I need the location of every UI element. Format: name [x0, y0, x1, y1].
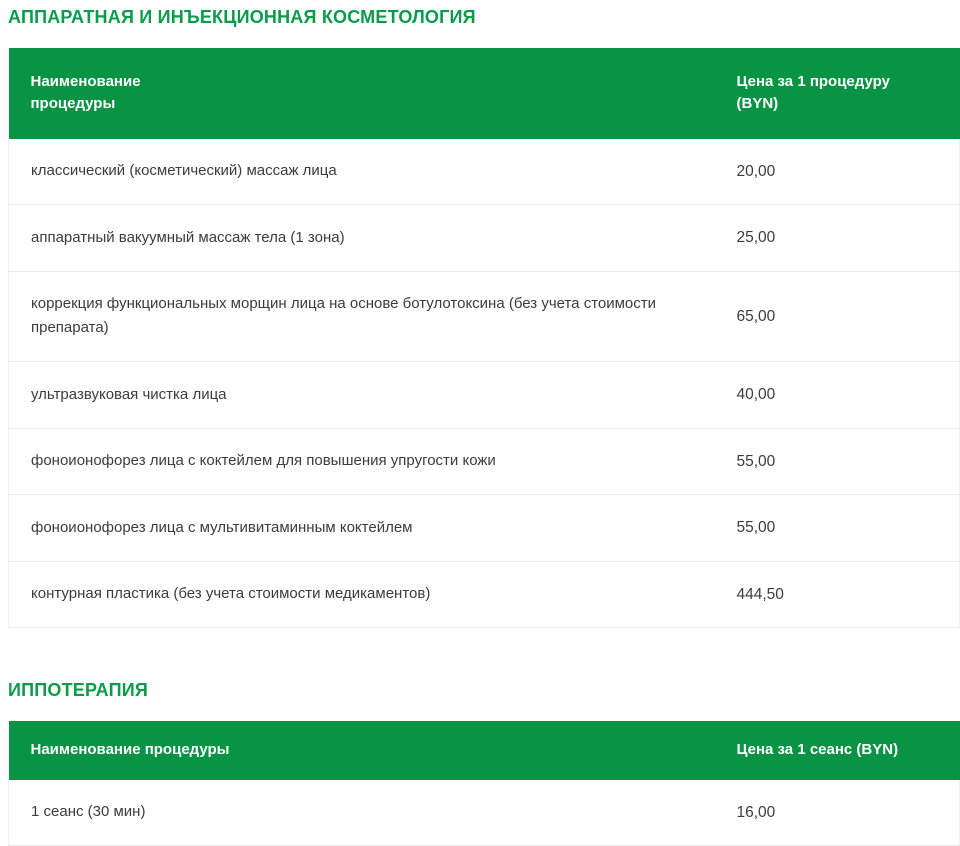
column-header-price-label: Цена за 1 процедуру (BYN)	[736, 72, 890, 113]
table-head	[9, 721, 960, 780]
column-header-price	[737, 721, 960, 780]
table-row	[9, 495, 960, 562]
procedure-price: 55,00	[737, 428, 960, 495]
table-row	[9, 561, 960, 628]
table-head	[9, 48, 960, 139]
table-row	[9, 428, 960, 495]
procedure-price: 40,00	[737, 362, 960, 429]
table-row	[9, 271, 960, 362]
procedure-price: 444,50	[737, 561, 960, 628]
procedure-name: контурная пластика (без учета стоимости медикаментов)	[9, 561, 737, 628]
procedure-price: 65,00	[737, 271, 960, 362]
procedure-name: 1 сеанс (30 мин)	[9, 780, 737, 846]
procedure-price: 55,00	[737, 495, 960, 562]
procedure-name: фоноионофорез лица с мультивитаминным коктейлем	[9, 495, 737, 562]
table-row	[9, 205, 960, 272]
procedure-price: 25,00	[737, 205, 960, 272]
table-header-row	[9, 48, 960, 139]
table-body	[9, 780, 960, 846]
section-cosmetology	[8, 7, 960, 628]
procedure-name: фоноионофорез лица с коктейлем для повышения упругости кожи	[9, 428, 737, 495]
column-header-price-label: Цена за 1 сеанс (BYN)	[736, 741, 899, 759]
column-header-procedure-label: Наименование процедуры	[30, 72, 141, 113]
section-heading-hippotherapy: ИППОТЕРАПИЯ	[8, 680, 149, 701]
column-header-procedure	[9, 721, 737, 780]
column-header-procedure	[9, 48, 737, 139]
table-header-row	[9, 721, 960, 780]
procedure-price: 16,00	[737, 780, 960, 846]
procedure-name: классический (косметический) массаж лица	[9, 139, 737, 205]
table-row	[9, 139, 960, 205]
section-heading-cosmetology: АППАРАТНАЯ И ИНЪЕКЦИОННАЯ КОСМЕТОЛОГИЯ	[8, 7, 476, 27]
column-header-price	[737, 48, 960, 139]
table-body	[9, 139, 960, 628]
section-hippotherapy	[8, 680, 960, 846]
table-row	[9, 362, 960, 429]
procedure-name: коррекция функциональных морщин лица на основе ботулотоксина (без учета стоимости препарата)	[9, 271, 737, 362]
procedure-name: ультразвуковая чистка лица	[9, 362, 737, 429]
procedure-name: аппаратный вакуумный массаж тела (1 зона)	[9, 205, 737, 272]
hippotherapy-price-table	[8, 721, 960, 846]
procedure-price: 20,00	[737, 139, 960, 205]
table-row	[9, 780, 960, 846]
column-header-procedure-label: Наименование процедуры	[30, 741, 230, 759]
cosmetology-price-table	[8, 48, 960, 629]
